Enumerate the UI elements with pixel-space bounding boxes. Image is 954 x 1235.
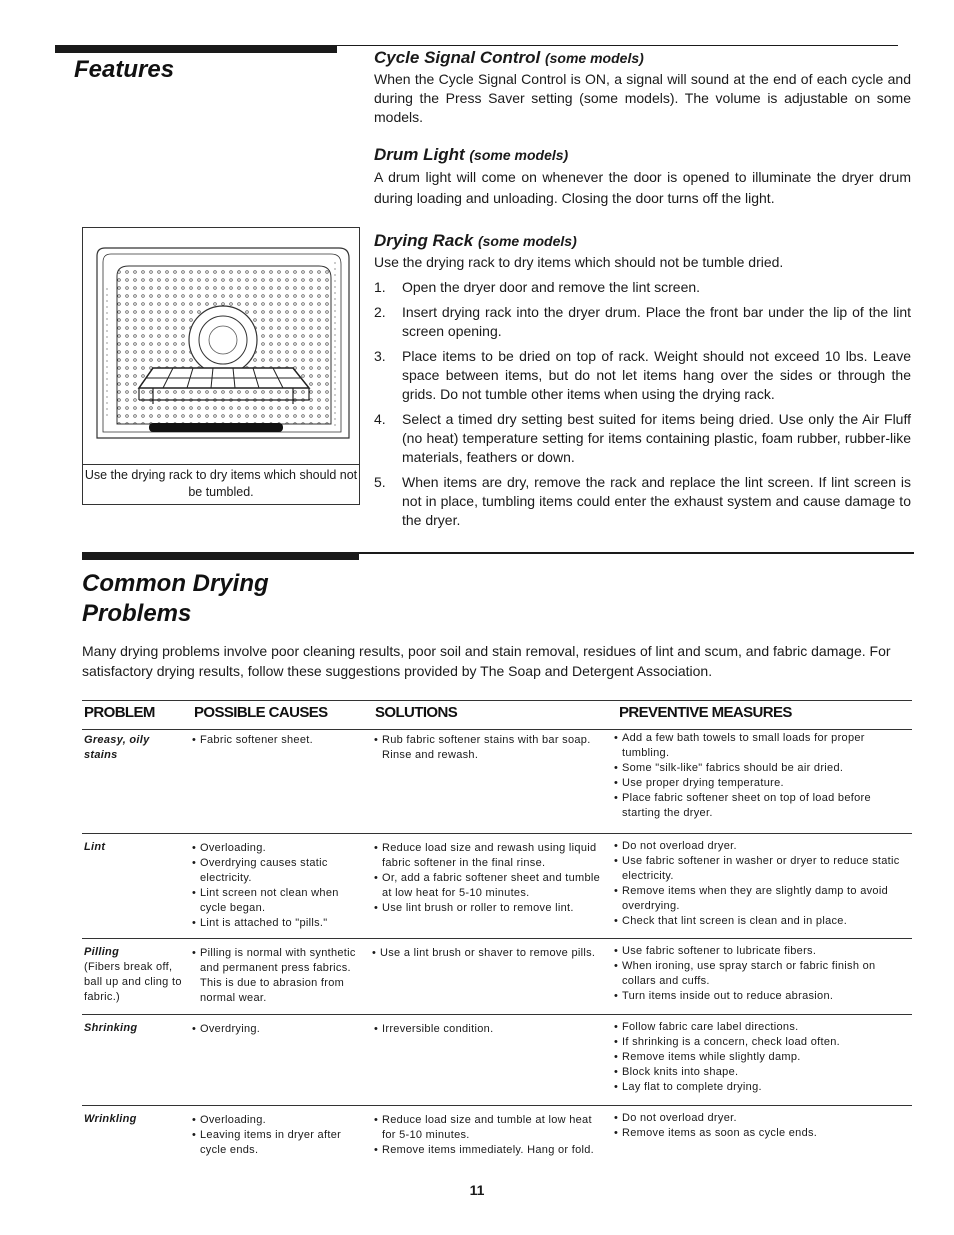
preventive-cell: • Follow fabric care label directions. • If shrinking is a concern, check load often. • Remove items while slightly damp. • Block knits into shape. • Lay flat to complete drying.	[614, 1020, 904, 1095]
step-item: 5. When items are dry, remove the rack and replace the lint screen. If lint screen is not in place, tumbling items could enter the exhaust system and cause damage to the dryer.	[374, 474, 911, 528]
problems-intro: Many drying problems involve poor cleaning results, poor soil and stain removal, residues of lint and scum, and fabric damage. For satisfactory drying results, follow these suggestions provided by The Soap and Detergent Association.	[82, 643, 891, 679]
solutions-cell: • Reduce load size and rewash using liquid fabric softener in the final rinse. • Or, add a fabric softener sheet and tumble at low heat for 5-10 minutes. • Use lint brush or roller to remove lint.	[374, 841, 602, 916]
header-preventive-measures: PREVENTIVE MEASURES	[619, 704, 792, 721]
problem-note: (Fibers break off, ball up and cling to fabric.)	[84, 961, 182, 1003]
problems-rule-thin	[359, 552, 914, 554]
problem-cell: Greasy, oily stains	[84, 734, 150, 761]
illustration-caption: Use the drying rack to dry items which should not be tumbled.	[83, 464, 359, 501]
preventive-cell: • Do not overload dryer. • Use fabric softener in washer or dryer to reduce static electricity. • Remove items when they are slightly damp to avoid overdrying. • Check that lint screen is clean and in place.	[614, 839, 904, 929]
preventive-cell: • Use fabric softener to lubricate fibers. • When ironing, use spray starch or fabric finish on collars and cuffs. • Turn items inside out to reduce abrasion.	[614, 944, 904, 1004]
table-row	[82, 834, 912, 939]
cycle-signal-title: Cycle Signal Control (some models)	[374, 48, 644, 67]
features-rule-thin	[337, 45, 898, 46]
preventive-cell: • Add a few bath towels to small loads for proper tumbling. • Some "silk-like" fabrics should be air dried. • Use proper drying temperature. • Place fabric softener sheet on top of load before starting the dryer.	[614, 731, 904, 821]
problems-rule-thick	[82, 552, 359, 560]
problems-title: Common Drying Problems	[82, 570, 269, 627]
solutions-cell: • Reduce load size and tumble at low heat for 5-10 minutes. • Remove items immediately. Hang or fold.	[374, 1113, 594, 1158]
drying-rack-illustration	[82, 227, 360, 505]
table-row	[82, 730, 912, 834]
drying-rack-section	[374, 231, 911, 536]
cycle-signal-body: When the Cycle Signal Control is ON, a signal will sound at the end of each cycle and during the Press Saver setting (some models). The volume is adjustable on some models.	[374, 71, 911, 125]
solutions-cell: • Use a lint brush or shaver to remove pills.	[372, 946, 602, 961]
problem-cell: Lint	[84, 841, 106, 853]
causes-cell: • Overdrying.	[192, 1022, 360, 1037]
problem-cell: Pilling (Fibers break off, ball up and cling to fabric.)	[84, 945, 184, 1005]
dryer-drum-drawing	[83, 228, 359, 464]
cycle-signal-section	[374, 48, 911, 127]
drying-rack-steps	[374, 278, 911, 530]
features-rule-thick	[55, 45, 337, 53]
drying-problems-table	[82, 700, 912, 1176]
solutions-cell: • Irreversible condition.	[374, 1022, 594, 1037]
table-row	[82, 1106, 912, 1176]
problem-cell: Shrinking	[84, 1022, 138, 1034]
header-possible-causes: POSSIBLE CAUSES	[194, 704, 328, 721]
table-header	[82, 700, 912, 730]
drum-light-body: A drum light will come on whenever the door is opened to illuminate the dryer drum during loading and unloading. Closing the door turns off the light.	[374, 169, 911, 206]
problem-cell: Wrinkling	[84, 1113, 137, 1125]
table-row	[82, 939, 912, 1015]
step-item: 1. Open the dryer door and remove the lint screen.	[374, 279, 701, 295]
causes-cell: • Overloading. • Leaving items in dryer after cycle ends.	[192, 1113, 360, 1158]
step-item: 4. Select a timed dry setting best suited for items being dried. Use only the Air Fluff (no heat) temperature setting for items containing plastic, foam rubber, rubber-like materials, feathers or down.	[374, 411, 911, 465]
causes-cell: • Pilling is normal with synthetic and permanent press fabrics. This is due to abrasion from normal wear.	[192, 946, 372, 1006]
table-row	[82, 1015, 912, 1106]
causes-cell: • Fabric softener sheet.	[192, 733, 360, 748]
step-item: 2. Insert drying rack into the dryer drum. Place the front bar under the lip of the lint screen opening.	[374, 304, 911, 339]
drum-light-title: Drum Light (some models)	[374, 145, 569, 164]
header-problem: PROBLEM	[84, 704, 155, 721]
step-item: 3. Place items to be dried on top of rack. Weight should not exceed 10 lbs. Leave space between items, but do not let items hang over the sides or through the grids. Do not tumble other items when using the drying rack.	[374, 348, 911, 402]
page-number: 11	[469, 1182, 485, 1198]
drying-rack-title: Drying Rack (some models)	[374, 231, 577, 250]
solutions-cell: • Rub fabric softener stains with bar soap. Rinse and rewash.	[374, 733, 594, 763]
causes-cell: • Overloading. • Overdrying causes static electricity. • Lint screen not clean when cycle began. • Lint is attached to "pills."	[192, 841, 360, 931]
features-title: Features	[74, 56, 175, 83]
drying-rack-intro: Use the drying rack to dry items which should not be tumble dried.	[374, 254, 784, 270]
drum-light-section	[374, 145, 911, 209]
header-solutions: SOLUTIONS	[375, 704, 458, 721]
preventive-cell: • Do not overload dryer. • Remove items as soon as cycle ends.	[614, 1111, 904, 1141]
